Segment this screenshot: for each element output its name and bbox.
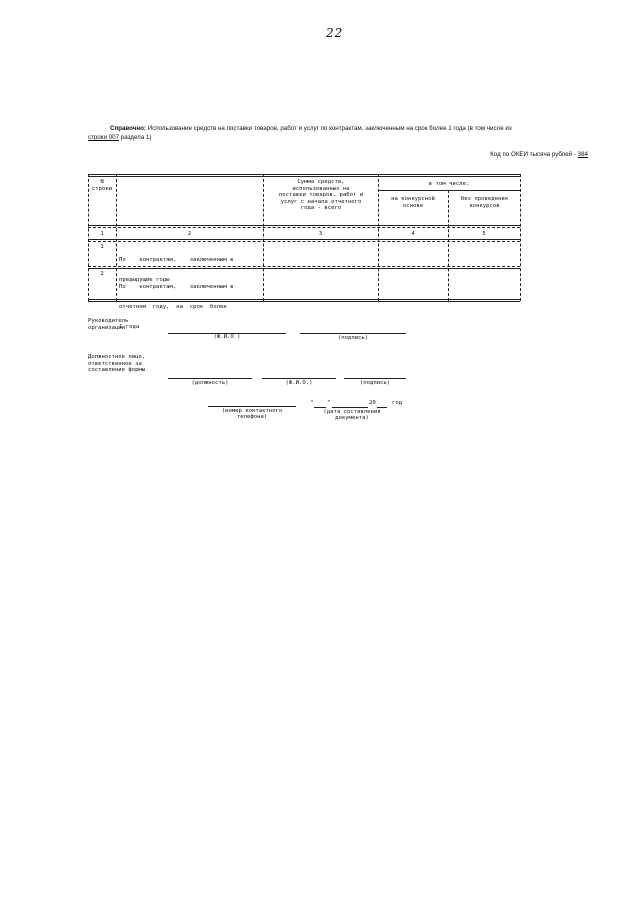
okei-code-value: 384 [577,151,588,158]
date-year-word: год [392,400,403,406]
header-total: Сумма средств, использованных на поставки товаров, работ и услуг с начала отчетного года - всего [278,179,364,212]
date-close-quote: " [327,400,331,406]
reference-intro [88,124,588,142]
head-label: Руководитель организации [88,318,129,331]
row-2-description: По контрактам, заключенным в отчетном году, на срок более 1 года [119,284,234,330]
header-row-number: N строки [91,179,113,192]
date-line[interactable] [310,400,410,408]
date-caption: (дата составления документа) [323,409,381,422]
header-competitive: на конкурсной основе [391,196,435,209]
phone-caption: (номер контактного телефона) [221,408,283,421]
date-month-blank[interactable] [332,407,368,408]
intro-line-link[interactable]: строки 007 [88,134,120,141]
row-2-number: 2 [100,271,104,277]
date-day-blank[interactable] [314,407,326,408]
official-fio-caption: (Ф.И.О.) [285,380,313,386]
head-signature-line[interactable] [300,333,406,334]
column-number-3: 3 [318,231,323,237]
intro-text: Использование средств на поставки товаров, работ и услуг по контрактам, заключенным на срок более 1 года (в том числе из [147,125,512,132]
official-label: Должностное лицо, ответственное за составление формы [88,354,146,374]
position-line[interactable] [168,378,252,379]
header-including: в том числе: [428,181,470,187]
intro-section: раздела 1) [120,134,152,141]
official-signature-line[interactable] [344,378,406,379]
position-caption: (должность) [191,380,229,386]
phone-line[interactable] [208,406,296,407]
column-number-1: 1 [100,231,104,237]
column-number-5: 5 [482,231,486,237]
okei-label: Код по ОКЕИ тысяча рублей - [490,151,576,158]
column-number-4: 4 [411,231,415,237]
intro-bold-prefix: Справочно: [110,125,146,132]
official-fio-line[interactable] [262,378,336,379]
date-open-quote: " [310,400,314,406]
page-number: 22 [326,26,344,40]
head-fio-caption: (Ф.И.О ) [213,334,241,340]
date-year-blank[interactable] [377,407,387,408]
row-1-description: По контрактам, заключенным в предыдущие годы [119,257,234,283]
row-1-number: 1 [100,244,104,250]
head-signature-caption: (подпись) [337,335,369,341]
date-century: 20 [369,400,376,406]
official-signature-caption: (подпись) [359,380,391,386]
header-no-competition: без проведения конкурсов [460,196,509,209]
okei-code [490,151,588,158]
column-number-2: 2 [187,231,192,237]
